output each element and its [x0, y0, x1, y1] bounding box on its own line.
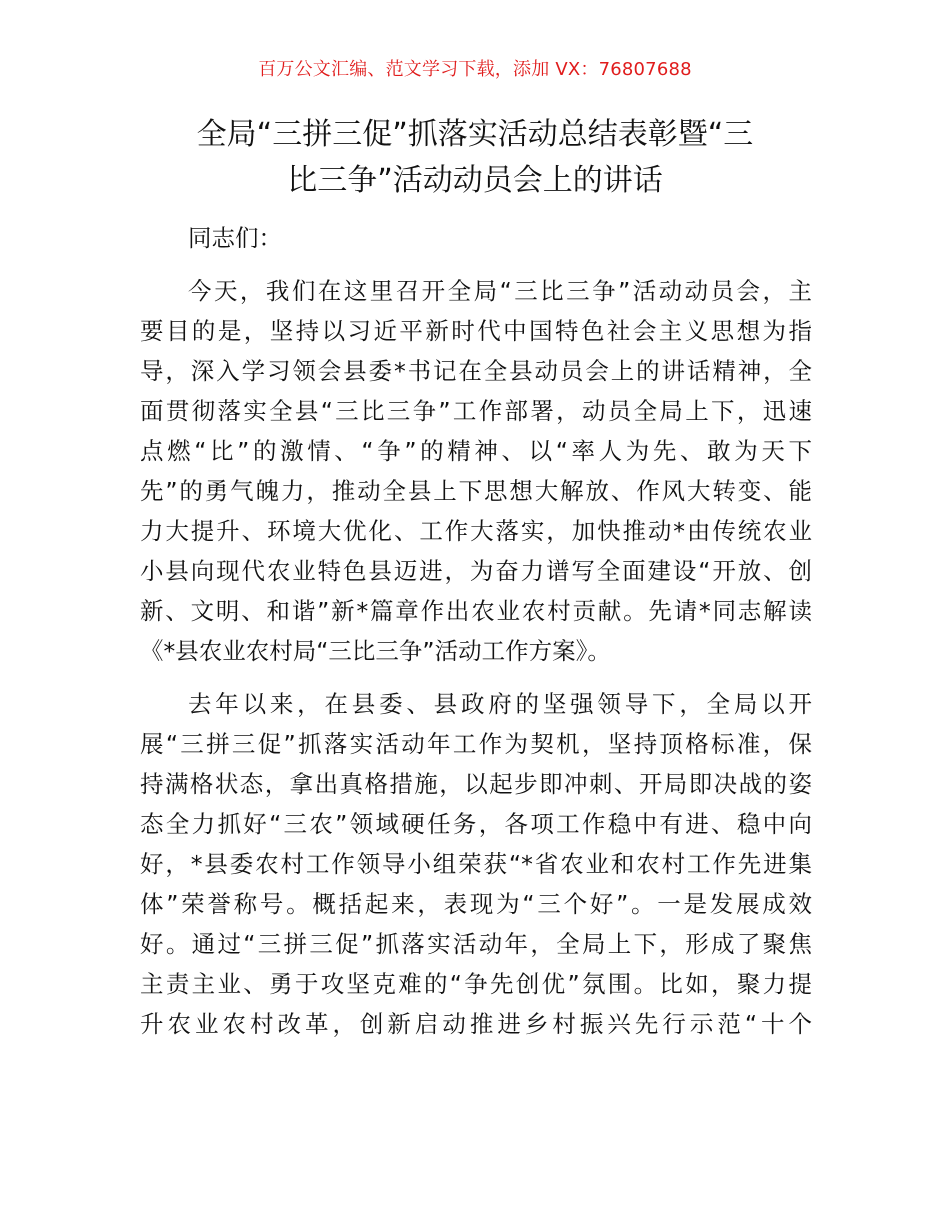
- document-title: [140, 112, 810, 204]
- document-body: [140, 218, 812, 1057]
- text-line: 体”荣誉称号。概括起来，表现为“三个好”。一是发展成效: [140, 890, 812, 918]
- text-line: 好，*县委农村工作领导小组荣获“*省农业和农村工作先进集: [140, 850, 812, 878]
- paragraph-2: [140, 684, 812, 1044]
- paragraph-1: [140, 271, 812, 671]
- text-line: 新、文明、和谐”新*篇章作出农业农村贡献。先请*同志解读: [140, 597, 812, 625]
- text-line: 力大提升、环境大优化、工作大落实，加快推动*由传统农业: [140, 517, 812, 545]
- text-line: 今天，我们在这里召开全局“三比三争”活动动员会，主: [188, 277, 812, 305]
- title-line: 全局“三拼三促”抓落实活动总结表彰暨“三: [196, 117, 754, 152]
- text-line: 导，深入学习领会县委*书记在全县动员会上的讲话精神，全: [140, 357, 812, 385]
- text-line: 主责主业、勇于攻坚克难的“争先创优”氛围。比如，聚力提: [140, 970, 812, 998]
- text-line: 先”的勇气魄力，推动全县上下思想大解放、作风大转变、能: [140, 477, 812, 505]
- text-line: 《*县农业农村局“三比三争”活动工作方案》。: [140, 637, 611, 665]
- text-line: 持满格状态，拿出真格措施，以起步即冲刺、开局即决战的姿: [140, 770, 812, 798]
- salutation: 同志们：: [188, 224, 282, 252]
- text-line: 点燃“比”的激情、“争”的精神、以“率人为先、敢为天下: [140, 437, 812, 465]
- text-line: 要目的是，坚持以习近平新时代中国特色社会主义思想为指: [140, 317, 812, 345]
- text-line: 态全力抓好“三农”领域硬任务，各项工作稳中有进、稳中向: [140, 810, 812, 838]
- text-line: 升农业农村改革，创新启动推进乡村振兴先行示范“十个: [140, 1010, 812, 1038]
- text-line: 展“三拼三促”抓落实活动年工作为契机，坚持顶格标准，保: [140, 730, 812, 758]
- text-line: 好。通过“三拼三促”抓落实活动年，全局上下，形成了聚焦: [140, 930, 812, 958]
- watermark-header: 百万公文汇编、范文学习下载，添加 VX：76807688: [258, 59, 692, 80]
- text-line: 面贯彻落实全县“三比三争”工作部署，动员全局上下，迅速: [140, 397, 812, 425]
- text-line: 小县向现代农业特色县迈进，为奋力谱写全面建设“开放、创: [140, 557, 812, 585]
- text-line: 去年以来，在县委、县政府的坚强领导下，全局以开: [188, 690, 812, 718]
- title-line: 比三争”活动动员会上的讲话: [287, 163, 663, 198]
